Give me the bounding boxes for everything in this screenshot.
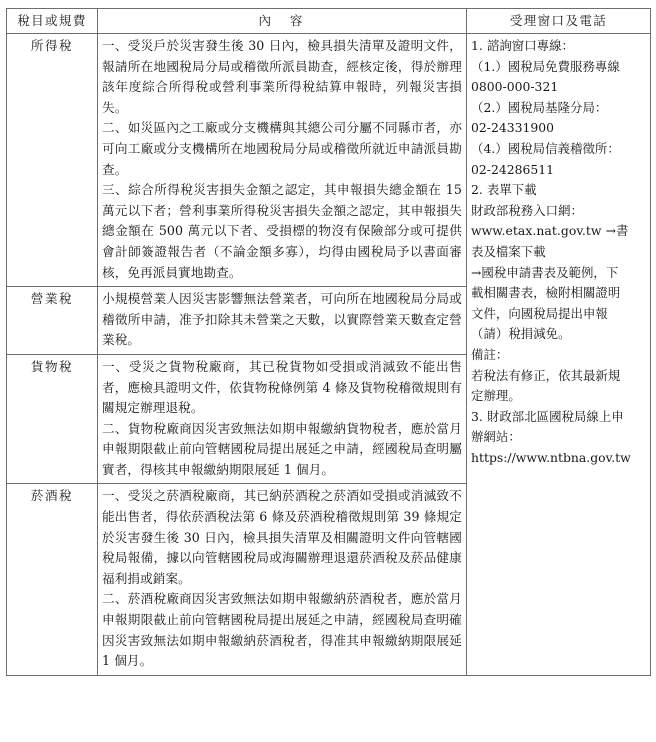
content-paragraph: 三、綜合所得稅災害損失金額之認定，其申報損失總金額在 15 萬元以下者；營利事業所得稅災害損失金額之認定，其申報損失總金額在 500 萬元以下者、受損標的物沒有保險部分或可提供會計師簽證報告者（不論金額多寡），均得由國稅局予以書面審核，免再派員實地勘查。 (102, 182, 462, 280)
row-label-commodity-tax: 貨物稅 (7, 354, 98, 484)
contact-line: 載相關書表，檢附相關證明 (471, 285, 621, 301)
contact-line: （1.）國稅局免費服務專線 (471, 58, 620, 74)
row-content-business-tax (98, 287, 467, 355)
contact-line-phone: 02-24331900 (471, 120, 555, 136)
table-row (7, 34, 651, 287)
contact-line: 3. 財政部北區國稅局線上申 (471, 408, 624, 424)
row-label-income-tax: 所得稅 (7, 34, 98, 287)
contact-line: 財政部稅務入口網： (471, 202, 583, 218)
contact-line: （4.）國稅局信義稽徵所： (471, 140, 620, 156)
contact-line: 備註： (471, 346, 509, 362)
header-content: 內 容 (98, 9, 467, 34)
contact-line-phone: 0800-000-321 (471, 79, 559, 95)
contact-info-cell (467, 34, 651, 676)
tax-relief-table (6, 8, 651, 676)
contact-line: 文件，向國稅局提出申報 (471, 305, 608, 321)
contact-line: 若稅法有修正，依其最新規 (471, 367, 621, 383)
contact-line: →國稅申請書表及範例，下 (471, 264, 619, 280)
row-label-business-tax: 營業稅 (7, 287, 98, 355)
header-tax-item: 稅目或規費 (7, 9, 98, 34)
contact-line: 1. 諮詢窗口專線： (471, 38, 574, 53)
contact-line-url: www.etax.nat.gov.tw →書 (471, 223, 629, 239)
content-paragraph: 二、如災區內之工廠或分支機構與其總公司分屬不同縣市者，亦可向工廠或分支機構所在地國稅局分局或稽徵所就近申請派員勘查。 (102, 120, 462, 177)
table-header-row (7, 9, 651, 34)
contact-line: 辦網站： (471, 429, 521, 445)
content-paragraph: 一、受災戶於災害發生後 30 日內，檢具損失清單及證明文件，報請所在地國稅局分局或稽徵所派員勘查，經核定後，得於辦理該年度綜合所得稅或營利事業所得稅結算申報時，列報災害損失。 (102, 38, 462, 115)
content-paragraph: 一、受災之貨物稅廠商，其已稅貨物如受損或消滅致不能出售者，應檢具證明文件，依貨物稅條例第 4 條及貨物稅稽徵規則有關規定辦理退稅。 (102, 358, 462, 416)
header-contact: 受理窗口及電話 (467, 9, 651, 34)
contact-line: 2. 表單下載 (471, 182, 537, 198)
row-content-commodity-tax (98, 354, 467, 484)
content-paragraph: 一、受災之菸酒稅廠商，其已納菸酒稅之菸酒如受損或消滅致不能出售者，得依菸酒稅法第 6 條及菸酒稅稽徵規則第 39 條規定於災害發生後 30 日內，檢具損失清單及相關證明文件向管轄國稅局報備，據以向管轄國稅局或海關辦理退還菸酒稅及菸品健康福利捐或銷案。 (102, 488, 462, 586)
content-paragraph: 小規模營業人因災害影響無法營業者，可向所在地國稅局分局或稽徵所申請，准予扣除其未營業之天數，以實際營業天數查定營業稅。 (102, 291, 462, 348)
row-content-tobacco-alcohol-tax (98, 484, 467, 675)
row-label-tobacco-alcohol-tax: 菸酒稅 (7, 484, 98, 675)
content-paragraph: 二、菸酒稅廠商因災害致無法如期申報繳納菸酒稅者，應於當月申報期限截止前向管轄國稅局提出展延之申請，經國稅局查明確因災害致無法如期申報繳納菸酒稅者，得准其申報繳納期限展延 1 個月。 (102, 591, 462, 669)
content-paragraph: 二、貨物稅廠商因災害致無法如期申報繳納貨物稅者，應於當月申報期限截止前向管轄國稅局提出展延之申請，經國稅局查明屬實者，得核其申報繳納期限展延 1 個月。 (102, 420, 462, 477)
contact-line-phone: 02-24286511 (471, 161, 555, 177)
row-content-income-tax (98, 34, 467, 287)
contact-line: 定辦理。 (471, 388, 521, 404)
contact-line: （2.）國稅局基隆分局： (471, 99, 608, 115)
contact-line: 表及檔案下載 (471, 243, 546, 259)
contact-line: （請）稅捐減免。 (471, 326, 571, 342)
contact-line-url: https://www.ntbna.gov.tw (471, 449, 631, 465)
